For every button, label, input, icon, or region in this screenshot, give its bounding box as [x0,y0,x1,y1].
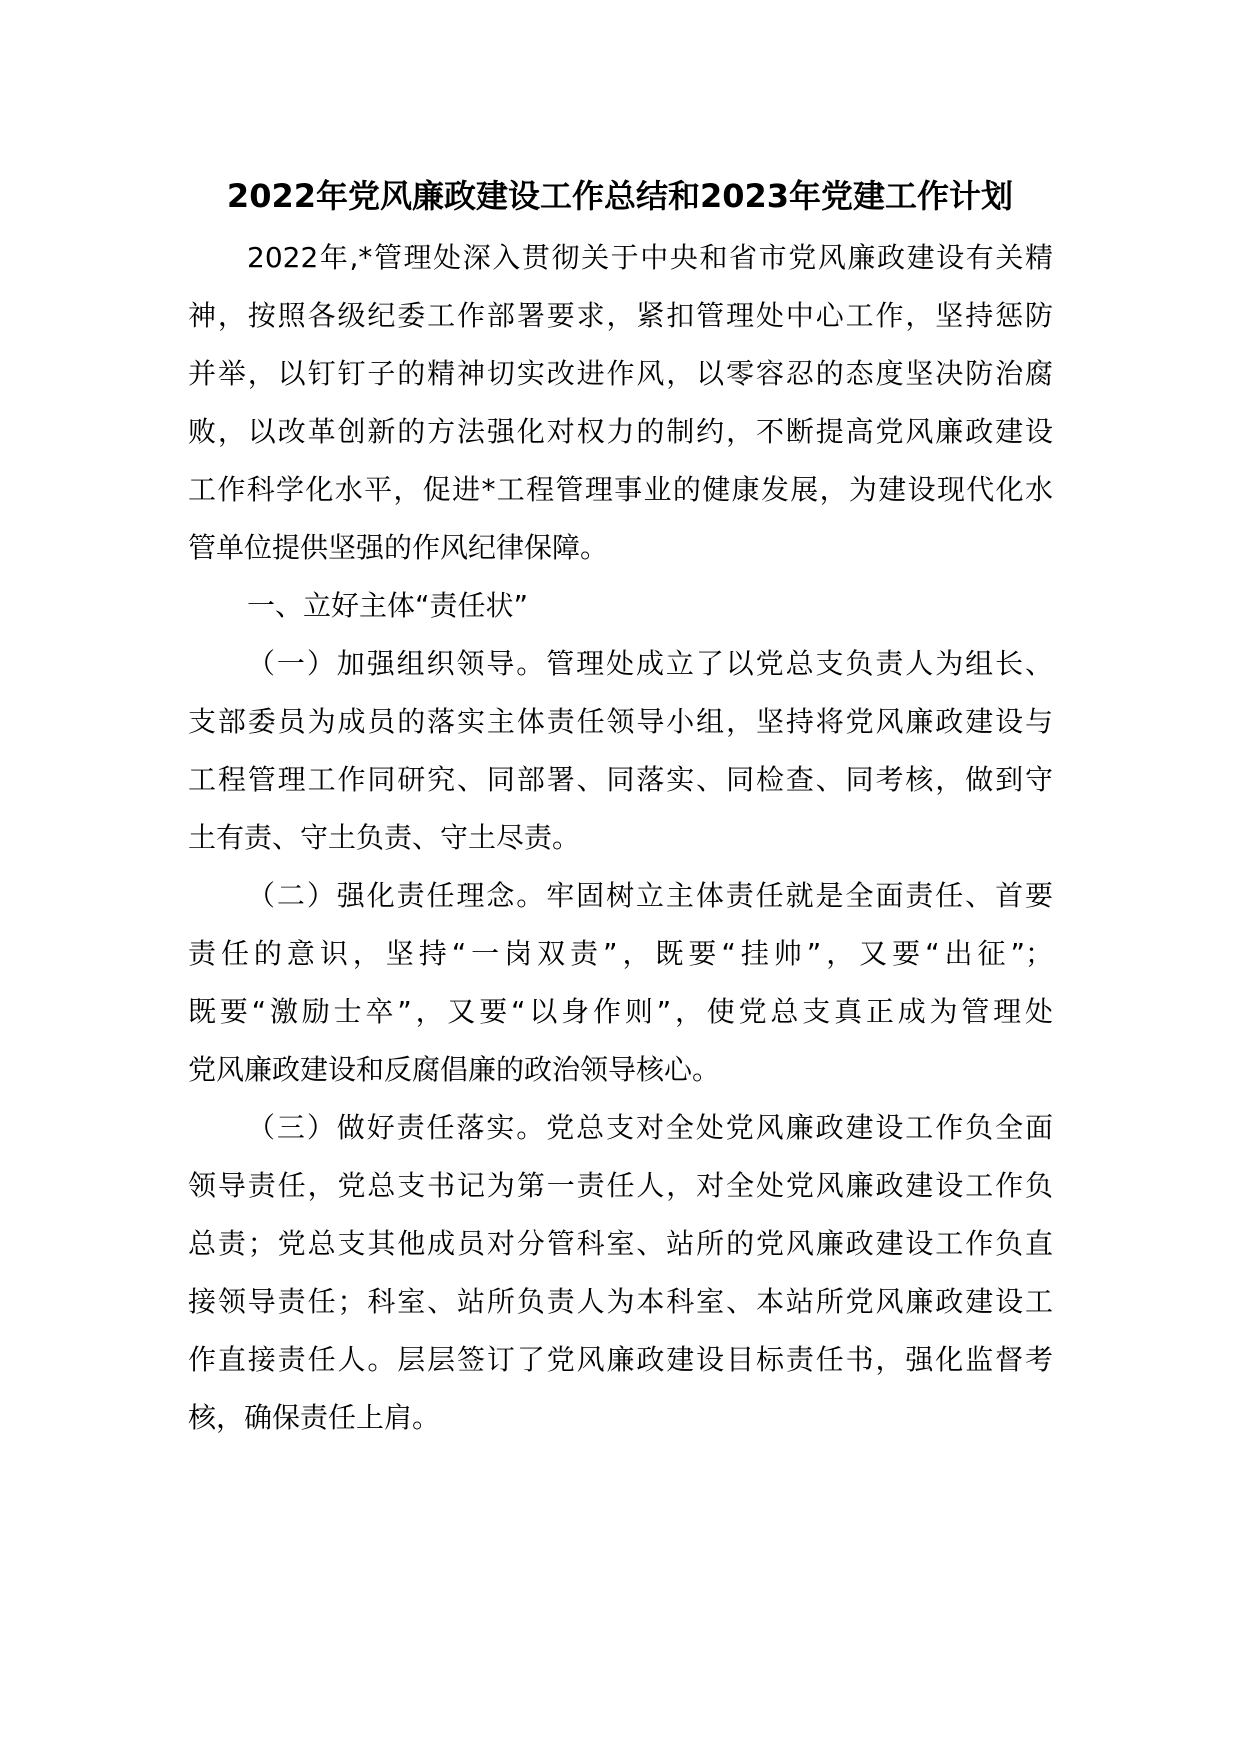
paragraph-line: 领导责任，党总支书记为第一责任人，对全处党风廉政建设工作负 [188,1169,1053,1202]
paragraph-line: 工作科学化水平，促进*工程管理事业的健康发展，为建设现代化水 [188,473,1053,506]
paragraph-line: 既要“激励士卒”，又要“以身作则”，使党总支真正成为管理处 [188,995,1053,1028]
paragraph-line: 党风廉政建设和反腐倡廉的政治领导核心。 [188,1053,721,1086]
section-heading: 一、立好主体“责任状” [247,589,529,622]
paragraph-line: 并举，以钉钉子的精神切实改进作风，以零容忍的态度坚决防治腐 [188,357,1053,390]
paragraph-line: 工程管理工作同研究、同部署、同落实、同检查、同考核，做到守 [188,763,1053,796]
paragraph-line: 核，确保责任上肩。 [188,1401,441,1434]
paragraph-line: 2022年,*管理处深入贯彻关于中央和省市党风廉政建设有关精 [247,241,1053,274]
paragraph-line: 神，按照各级纪委工作部署要求，紧扣管理处中心工作，坚持惩防 [188,299,1053,332]
paragraph-line: 总责；党总支其他成员对分管科室、站所的党风廉政建设工作负直 [188,1227,1053,1260]
paragraph-line: 作直接责任人。层层签订了党风廉政建设目标责任书，强化监督考 [188,1343,1053,1376]
paragraph-line: 接领导责任；科室、站所负责人为本科室、本站所党风廉政建设工 [188,1285,1053,1318]
paragraph-line: （二）强化责任理念。牢固树立主体责任就是全面责任、首要 [247,879,1053,912]
document-title: 2022年党风廉政建设工作总结和2023年党建工作计划 [226,177,1014,215]
paragraph-line: 败，以改革创新的方法强化对权力的制约，不断提高党风廉政建设 [188,415,1053,448]
paragraph-line: 土有责、守土负责、守土尽责。 [188,821,581,854]
paragraph-line: （三）做好责任落实。党总支对全处党风廉政建设工作负全面 [247,1111,1053,1144]
paragraph-line: 管单位提供坚强的作风纪律保障。 [188,531,609,564]
paragraph-line: 责任的意识，坚持“一岗双责”，既要“挂帅”，又要“出征”； [188,937,1053,970]
paragraph-line: 支部委员为成员的落实主体责任领导小组，坚持将党风廉政建设与 [188,705,1053,738]
paragraph-line: （一）加强组织领导。管理处成立了以党总支负责人为组长、 [247,647,1053,680]
